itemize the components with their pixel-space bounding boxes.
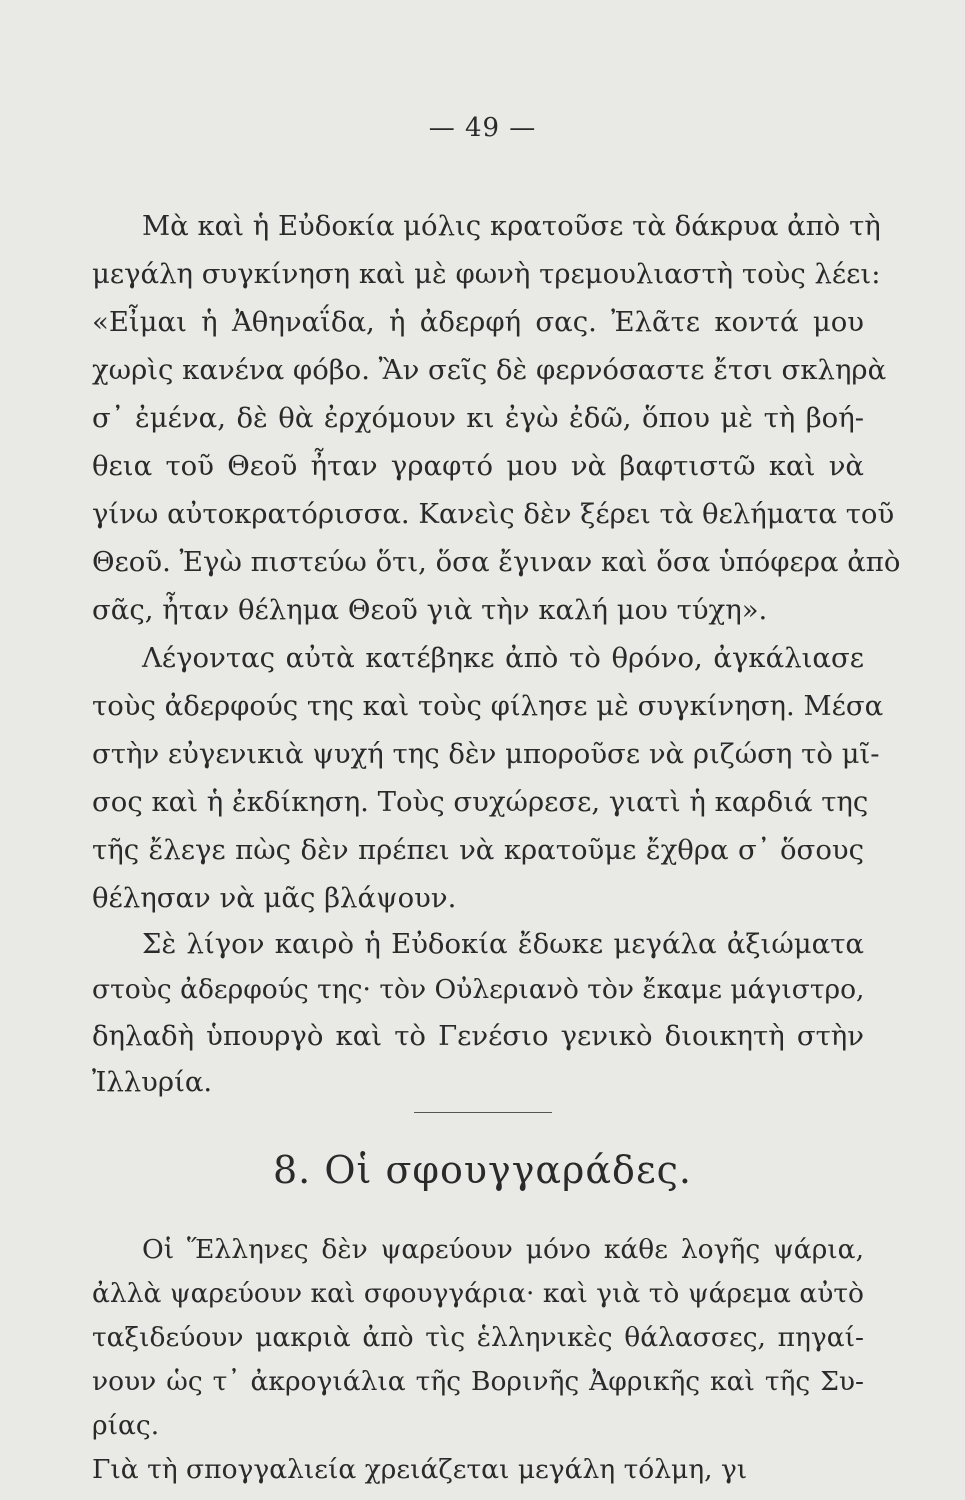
text-line: στοὺς ἀδερφούς της· τὸν Οὐλεριανὸ τὸν ἔκαμε μάγιστρο, [92, 974, 865, 1005]
text-line: στὴν εὐγενικιὰ ψυχή της δὲν μποροῦσε νὰ ριζώση τὸ μῖ- [92, 738, 880, 770]
text-line: σᾶς, ἦταν θέλημα Θεοῦ γιὰ τὴν καλή μου τύχη». [92, 594, 768, 626]
text-line: θέλησαν νὰ μᾶς βλάψουν. [92, 882, 457, 914]
text-line: γίνω αὐτοκρατόρισσα. Κανεὶς δὲν ξέρει τὰ θελήματα τοῦ [92, 498, 895, 530]
text-line: Ἰλλυρία. [92, 1066, 213, 1098]
text-line: «Εἶμαι ἡ Ἀθηναΐδα, ἡ ἀδερφή σας. Ἐλᾶτε κοντά μου [92, 306, 864, 338]
text-line: ρίας. [92, 1410, 160, 1441]
text-line: τοὺς ἀδερφούς της καὶ τοὺς φίλησε μὲ συγκίνηση. Μέσα [92, 690, 884, 722]
page-number: — 49 — [428, 113, 537, 143]
section-divider [414, 1112, 552, 1113]
text-line: Λέγοντας αὐτὰ κατέβηκε ἀπὸ τὸ θρόνο, ἀγκάλιασε [142, 642, 864, 674]
text-line: χωρὶς κανένα φόβο. Ἂν σεῖς δὲ φερνόσαστε ἔτσι σκληρὰ [92, 354, 887, 386]
text-line: Σὲ λίγον καιρὸ ἡ Εὐδοκία ἔδωκε μεγάλα ἀξιώματα [142, 928, 864, 960]
text-line: τῆς ἔλεγε πὼς δὲν πρέπει νὰ κρατοῦμε ἔχθρα σ᾽ ὅσους [92, 834, 864, 866]
text-line: ταξιδεύουν μακριὰ ἀπὸ τὶς ἑλληνικὲς θάλασσες, πηγαί- [92, 1322, 864, 1353]
text-line: ἀλλὰ ψαρεύουν καὶ σφουγγάρια· καὶ γιὰ τὸ ψάρεμα αὐτὸ [92, 1278, 864, 1309]
text-line: Οἱ Ἕλληνες δὲν ψαρεύουν μόνο κάθε λογῆς ψάρια, [142, 1234, 864, 1265]
section-heading: 8. Οἱ σφουγγαράδες. [272, 1148, 692, 1192]
text-line: σ᾽ ἐμένα, δὲ θὰ ἐρχόμουν κι ἐγὼ ἐδῶ, ὅπου μὲ τὴ βοή- [92, 402, 864, 434]
text-line: μεγάλη συγκίνηση καὶ μὲ φωνὴ τρεμουλιαστὴ τοὺς λέει: [92, 258, 881, 290]
text-line: νουν ὡς τ᾽ ἀκρογιάλια τῆς Βορινῆς Ἀφρικῆς καὶ τῆς Συ- [92, 1366, 864, 1397]
text-line: Θεοῦ. Ἐγὼ πιστεύω ὅτι, ὅσα ἔγιναν καὶ ὅσα ὑπόφερα ἀπὸ [92, 546, 901, 578]
text-line: δηλαδὴ ὑπουργὸ καὶ τὸ Γενέσιο γενικὸ διοικητὴ στὴν [92, 1020, 864, 1052]
text-line: θεια τοῦ Θεοῦ ἦταν γραφτό μου νὰ βαφτιστῶ καὶ νὰ [92, 450, 864, 482]
text-line: Μὰ καὶ ἡ Εὐδοκία μόλις κρατοῦσε τὰ δάκρυα ἀπὸ τὴ [142, 210, 881, 242]
text-line: σος καὶ ἡ ἐκδίκηση. Τοὺς συχώρεσε, γιατὶ ἡ καρδιά της [92, 786, 869, 818]
text-line: Γιὰ τὴ σπογγαλιεία χρειάζεται μεγάλη τόλμη, γι [92, 1454, 748, 1485]
